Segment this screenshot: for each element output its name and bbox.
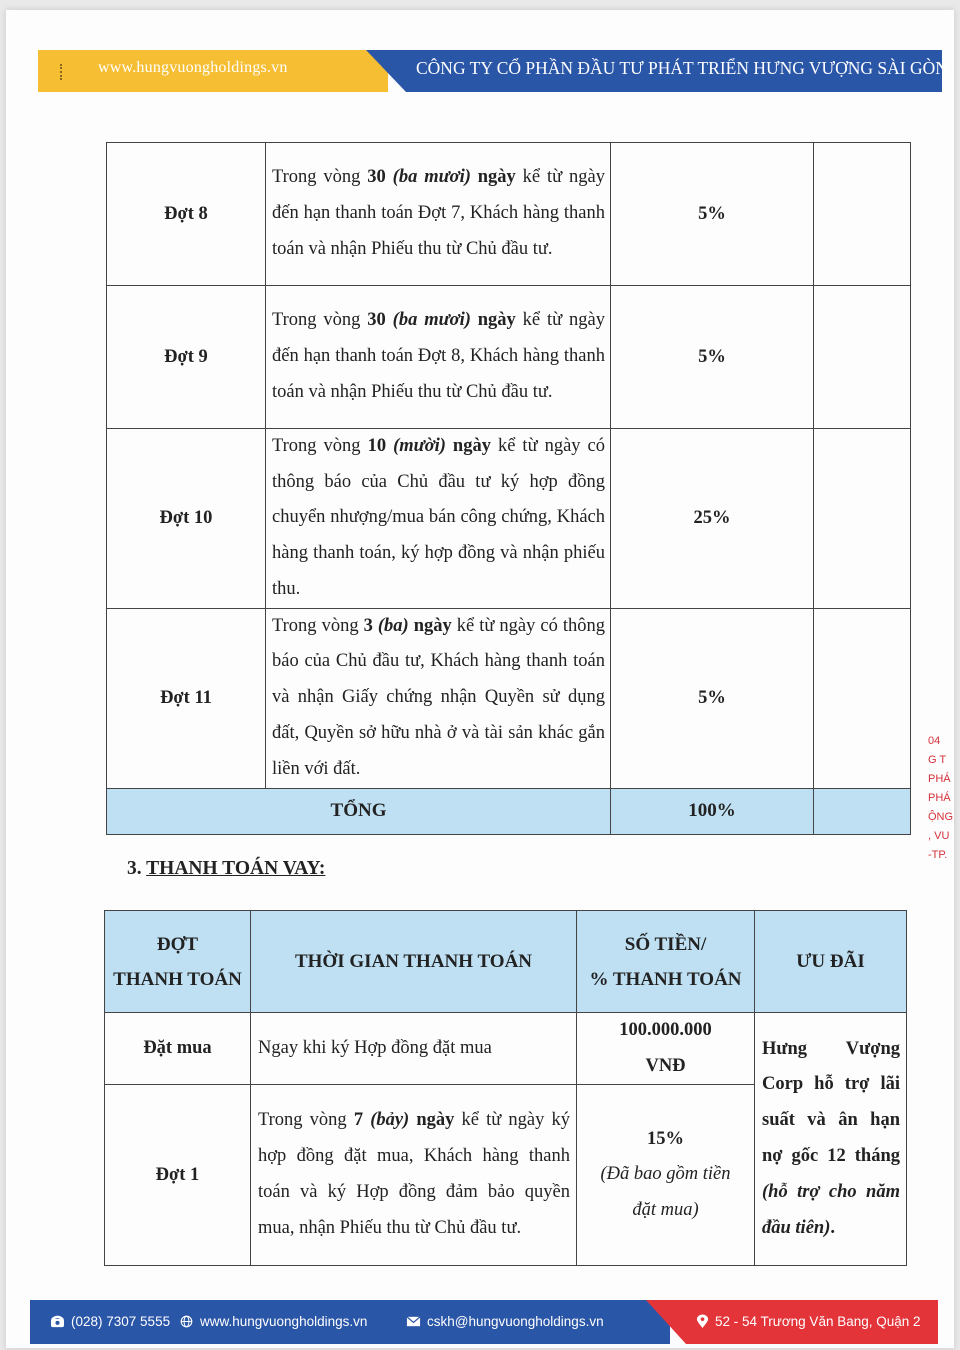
installment-description: Trong vòng 30 (ba mươi) ngày kể từ ngày đến hạn thanh toán Đợt 7, Khách hàng thanh toán và nhận Phiếu thu từ Chủ đầu tư. <box>266 143 611 286</box>
footer-phone[interactable]: (028) 7307 5555 <box>50 1314 170 1329</box>
installment-percent: 5% <box>611 286 814 429</box>
installment-label: Đợt 9 <box>107 286 266 429</box>
company-stamp: 04 G T PHÁ PHÁ ỘNG , VU -TP. <box>928 735 954 861</box>
installment-amount: 100.000.000 VNĐ <box>577 1013 755 1085</box>
table-row <box>107 286 911 429</box>
installment-description: Ngay khi ký Hợp đồng đặt mua <box>251 1013 577 1085</box>
installment-description: Trong vòng 7 (bảy) ngày kể từ ngày ký hợp đồng đặt mua, Khách hàng thanh toán và ký Hợp đồng đảm bảo quyền mua, nhận Phiếu thu từ Chủ đầu tư. <box>251 1085 577 1266</box>
table-header-row <box>105 911 907 1013</box>
table-row <box>107 143 911 286</box>
empty-cell <box>814 143 911 286</box>
column-header-promotion: ƯU ĐÃI <box>755 911 907 1013</box>
installment-description: Trong vòng 3 (ba) ngày kể từ ngày có thông báo của Chủ đầu tư, Khách hàng thanh toán và nhận Giấy chứng nhận Quyền sử dụng đất, Quyền sở hữu nhà ở và tài sản khác gắn liền với đất. <box>266 608 611 788</box>
loan-payment-table <box>104 910 907 1266</box>
location-pin-icon <box>696 1314 709 1329</box>
section-title: 3. THANH TOÁN VAY: <box>127 858 326 879</box>
installment-percent: 5% <box>611 608 814 788</box>
mail-icon <box>406 1315 421 1328</box>
empty-cell <box>814 429 911 609</box>
footer-website[interactable]: www.hungvuongholdings.vn <box>179 1314 367 1329</box>
installment-percent: 25% <box>611 429 814 609</box>
empty-cell <box>814 788 911 834</box>
table-row <box>107 429 911 609</box>
total-label: TỔNG <box>107 788 611 834</box>
globe-icon <box>179 1315 194 1328</box>
column-header-installment: ĐỢT THANH TOÁN <box>105 911 251 1013</box>
promotion-cell: Hưng Vượng Corp hỗ trợ lãi suất và ân hạn nợ gốc 12 tháng (hỗ trợ cho năm đầu tiên). <box>755 1013 907 1266</box>
installment-label: Đợt 10 <box>107 429 266 609</box>
installment-label: Đợt 1 <box>105 1085 251 1266</box>
installment-label: Đợt 11 <box>107 608 266 788</box>
installment-label: Đặt mua <box>105 1013 251 1085</box>
installment-amount: 15% (Đã bao gồm tiền đặt mua) <box>577 1085 755 1266</box>
header-decoration <box>60 64 65 80</box>
total-percent: 100% <box>611 788 814 834</box>
payment-schedule-table <box>106 142 911 835</box>
installment-label: Đợt 8 <box>107 143 266 286</box>
footer-email[interactable]: cskh@hungvuongholdings.vn <box>406 1314 604 1329</box>
column-header-time: THỜI GIAN THANH TOÁN <box>251 911 577 1013</box>
table-row <box>105 1013 907 1085</box>
installment-description: Trong vòng 10 (mười) ngày kể từ ngày có thông báo của Chủ đầu tư ký hợp đồng chuyển nhượng/mua bán công chứng, Khách hàng thanh toán, ký hợp đồng và nhận phiếu thu. <box>266 429 611 609</box>
header-website[interactable]: www.hungvuongholdings.vn <box>98 59 288 76</box>
footer-address[interactable]: 52 - 54 Trương Văn Bang, Quận 2 <box>696 1314 921 1329</box>
total-row <box>107 788 911 834</box>
installment-percent: 5% <box>611 143 814 286</box>
column-header-amount: SỐ TIỀN/ % THANH TOÁN <box>577 911 755 1013</box>
table-row <box>107 608 911 788</box>
document-page <box>6 10 954 1348</box>
installment-description: Trong vòng 30 (ba mươi) ngày kể từ ngày đến hạn thanh toán Đợt 8, Khách hàng thanh toán và nhận Phiếu thu từ Chủ đầu tư. <box>266 286 611 429</box>
empty-cell <box>814 286 911 429</box>
empty-cell <box>814 608 911 788</box>
header-company-name: CÔNG TY CỔ PHẦN ĐẦU TƯ PHÁT TRIỂN HƯNG VƯỢNG SÀI GÒN <box>416 58 948 78</box>
phone-icon <box>50 1315 65 1328</box>
